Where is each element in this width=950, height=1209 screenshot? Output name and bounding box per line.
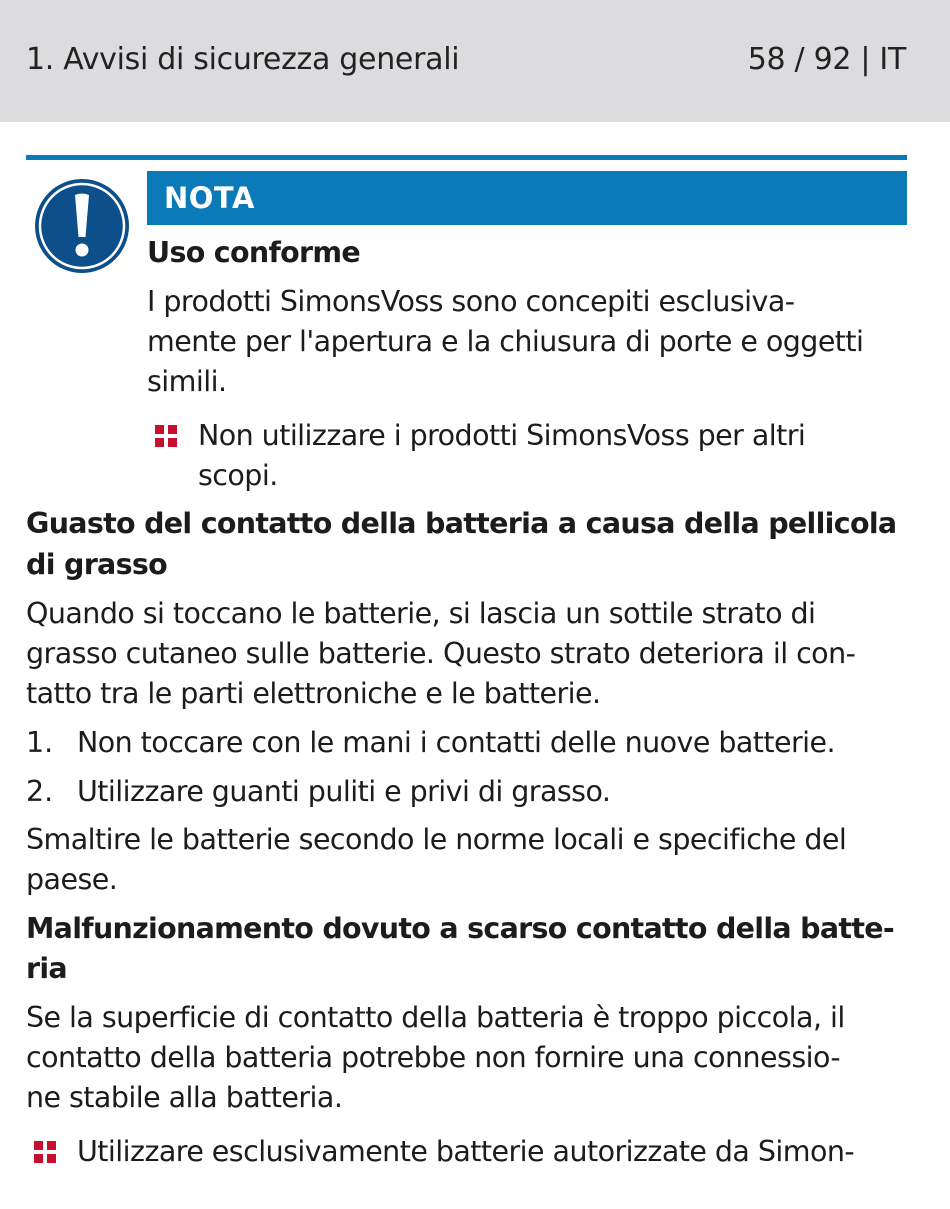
page-header <box>0 0 950 122</box>
section-heading: ria <box>26 952 67 985</box>
section-heading: di grasso <box>26 548 167 581</box>
step-number: 2. <box>26 775 54 808</box>
note-badge <box>147 171 907 225</box>
section-heading: Guasto del contatto della batteria a causa della pellicola <box>26 507 897 540</box>
note-badge-label: NOTA <box>164 181 255 215</box>
step-text: Non toccare con le mani i contatti delle nuove batterie. <box>77 726 836 759</box>
paragraph-line: Quando si toccano le batterie, si lascia un sottile strato di <box>26 597 816 630</box>
paragraph-line: grasso cutaneo sulle batterie. Questo strato deteriora il con- <box>26 637 856 670</box>
bullet-text: Utilizzare esclusivamente batterie autorizzate da Simon- <box>77 1135 855 1168</box>
step-number: 1. <box>26 726 54 759</box>
section-heading: Malfunzionamento dovuto a scarso contatto della batte- <box>26 912 895 945</box>
note-body-line: I prodotti SimonsVoss sono concepiti esclusiva- <box>147 285 795 318</box>
note-body-line: mente per l'apertura e la chiusura di porte e oggetti <box>147 325 864 358</box>
red-square-bullet-icon <box>155 425 177 447</box>
paragraph-line: contatto della batteria potrebbe non fornire una connessio- <box>26 1041 841 1074</box>
paragraph-line: ne stabile alla batteria. <box>26 1081 343 1114</box>
paragraph-line: Se la superficie di contatto della batteria è troppo piccola, il <box>26 1001 845 1034</box>
note-bullet-line: Non utilizzare i prodotti SimonsVoss per altri <box>198 419 806 452</box>
note-body-line: simili. <box>147 365 227 398</box>
paragraph-line: tatto tra le parti elettroniche e le batterie. <box>26 677 601 710</box>
section-title: 1. Avvisi di sicurezza generali <box>26 42 460 77</box>
page-indicator: 58 / 92 | IT <box>747 42 906 77</box>
note-top-rule <box>26 155 907 160</box>
step-text: Utilizzare guanti puliti e privi di grasso. <box>77 775 611 808</box>
paragraph-line: Smaltire le batterie secondo le norme locali e specifiche del <box>26 823 847 856</box>
red-square-bullet-icon <box>34 1141 56 1163</box>
paragraph-line: paese. <box>26 863 118 896</box>
note-heading: Uso conforme <box>147 236 361 269</box>
exclamation-icon <box>34 178 130 274</box>
note-bullet-line: scopi. <box>198 459 278 492</box>
